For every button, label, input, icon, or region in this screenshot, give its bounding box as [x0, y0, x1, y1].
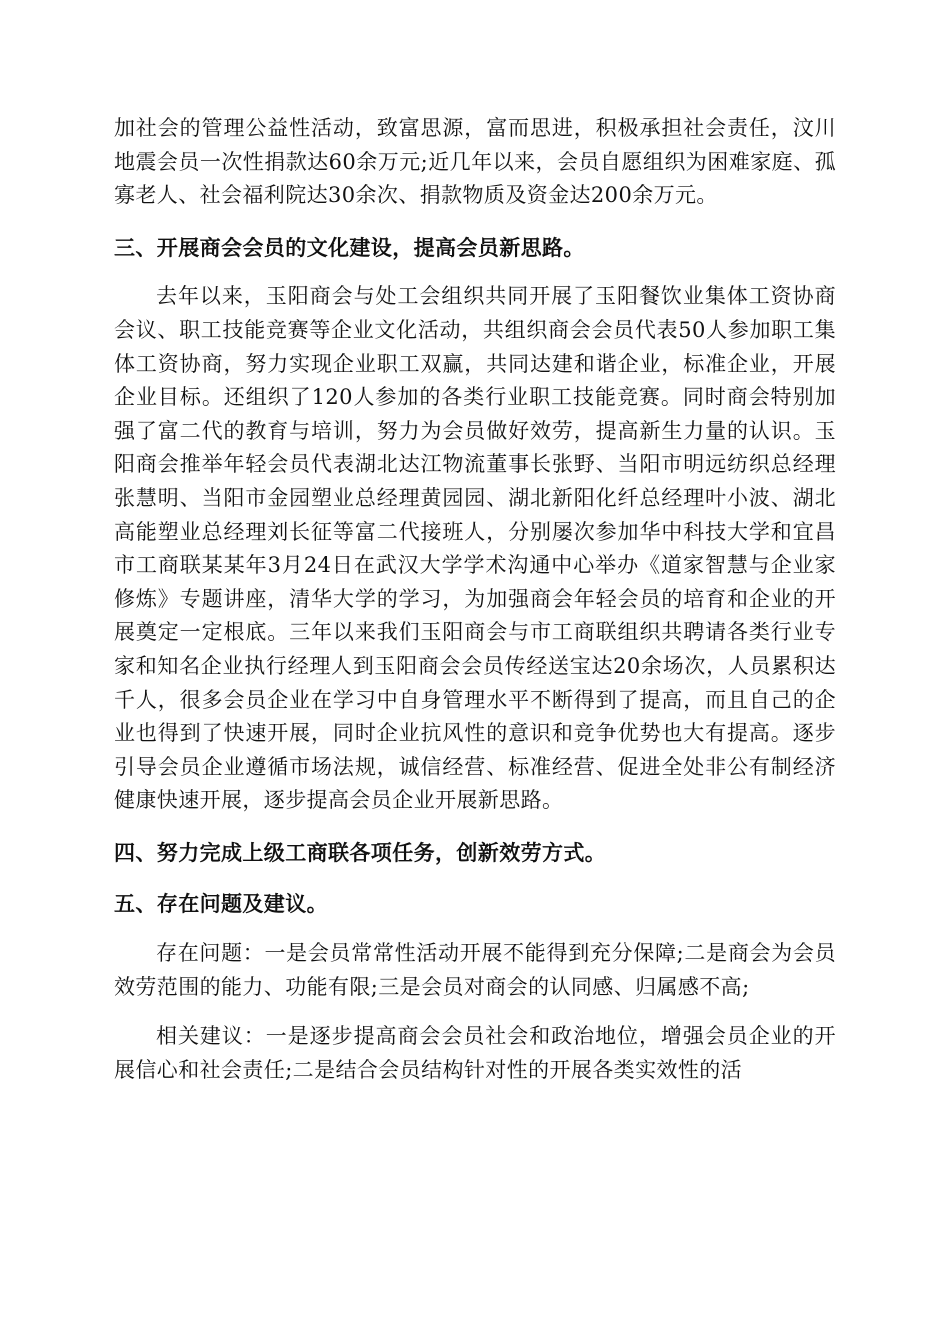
intro-paragraph: 加社会的管理公益性活动，致富思源，富而思进，积极承担社会责任，汶川地震会员一次性捐款达60余万元;近几年以来，会员自愿组织为困难家庭、孤寡老人、社会福利院达30余次、捐款物质及资金达200余万元。	[114, 116, 836, 208]
problems-paragraph: 存在问题：一是会员常常性活动开展不能得到充分保障;二是商会为会员效劳范围的能力、功能有限;三是会员对商会的认同感、归属感不高;	[114, 941, 836, 999]
section-3-paragraph: 去年以来，玉阳商会与处工会组织共同开展了玉阳餐饮业集体工资协商会议、职工技能竞赛等企业文化活动，共组织商会会员代表50人参加职工集体工资协商，努力实现企业职工双赢，共同达建和谐企业，标准企业，开展企业目标。还组织了120人参加的各类行业职工技能竞赛。同时商会特别加强了富二代的教育与培训，努力为会员做好效劳，提高新生力量的认识。玉阳商会推举年轻会员代表湖北达江物流董事长张野、当阳市明远纺织总经理张慧明、当阳市金园塑业总经理黄园园、湖北新阳化纤总经理叶小波、湖北高能塑业总经理刘长征等富二代接班人，分别屡次参加华中科技大学和宜昌市工商联某某年3月24日在武汉大学学术沟通中心举办《道家智慧与企业家修炼》专题讲座，清华大学的学习，为加强商会年轻会员的培育和企业的开展奠定一定根底。三年以来我们玉阳商会与市工商联组织共聘请各类行业专家和知名企业执行经理人到玉阳商会会员传经送宝达20余场次，人员累积达千人，很多会员企业在学习中自身管理水平不断得到了提高，而且自己的企业也得到了快速开展，同时企业抗风性的意识和竞争优势也大有提高。逐步引导会员企业遵循市场法规，诚信经营、标准经营、促进全处非公有制经济健康快速开展，逐步提高会员企业开展新思路。	[114, 284, 836, 813]
section-heading-3: 三、开展商会会员的文化建设，提高会员新思路。	[114, 234, 585, 260]
section-heading-5: 五、存在问题及建议。	[114, 891, 328, 917]
section-heading-4: 四、努力完成上级工商联各项任务，创新效劳方式。	[114, 839, 607, 865]
suggestions-paragraph: 相关建议：一是逐步提高商会会员社会和政治地位，增强会员企业的开展信心和社会责任;二是结合会员结构针对性的开展各类实效性的活	[114, 1024, 836, 1082]
